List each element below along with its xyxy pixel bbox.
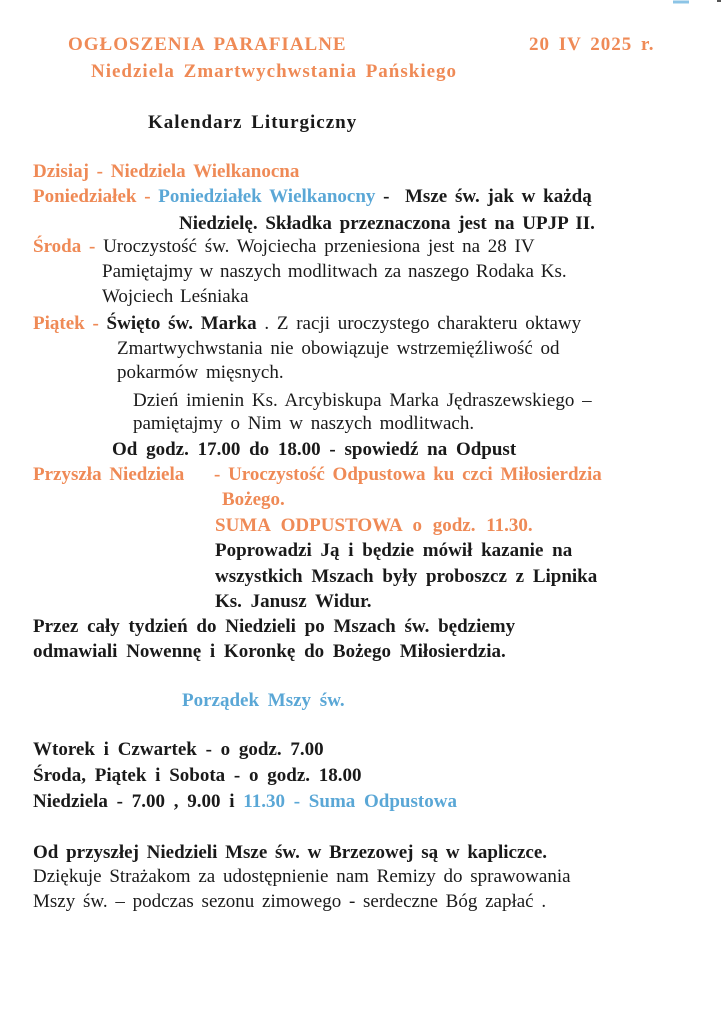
schedule-heading: Porządek Mszy św. (182, 690, 345, 711)
footer-line2: Dziękuje Strażakom za udostępnienie nam Remizy do sprawowania (33, 866, 571, 887)
corner-scan-mark (667, 0, 727, 8)
monday-feast: Poniedziałek Wielkanocny (158, 186, 376, 207)
schedule-row-weekday: Wtorek i Czwartek - o godz. 7.00 (33, 739, 324, 760)
footer-line1: Od przyszłej Niedzieli Msze św. w Brzezowej są w kapliczce. (33, 842, 548, 863)
page-title: OGŁOSZENIA PARAFIALNE (68, 34, 347, 55)
friday-text2: Zmartwychwstania nie obowiązuje wstrzemięźliwość od (117, 338, 560, 359)
friday-line (33, 313, 581, 335)
sunday-suma: 11.30 - Suma Odpustowa (243, 791, 457, 812)
next-sunday-feast1: - Uroczystość Odpustowa ku czci Miłosierdzia (214, 464, 602, 485)
wednesday-day: Środa - (33, 236, 96, 257)
wednesday-text1: Uroczystość św. Wojciecha przeniesiona jest na 28 IV (103, 236, 535, 257)
footer-line3: Mszy św. – podczas sezonu zimowego - serdeczne Bóg zapłać . (33, 891, 547, 912)
monday-line (33, 186, 592, 208)
wednesday-text2: Pamiętajmy w naszych modlitwach za naszego Rodaka Ks. (102, 261, 567, 282)
suma-line: SUMA ODPUSTOWA o godz. 11.30. (215, 515, 533, 536)
friday-text1: . Z racji uroczystego charakteru oktawy (264, 313, 582, 334)
monday-text1: Msze św. jak w każdą (405, 186, 592, 207)
wednesday-text3: Wojciech Leśniaka (102, 286, 249, 307)
novena-line1: Przez cały tydzień do Niedzieli po Mszach św. będziemy (33, 616, 516, 637)
schedule-row-evening: Środa, Piątek i Sobota - o godz. 18.00 (33, 765, 362, 786)
schedule-row-sunday (33, 791, 457, 813)
monday-day: Poniedziałek - (33, 186, 151, 207)
friday-text3: pokarmów mięsnych. (117, 362, 284, 383)
friday-feast: Święto św. Marka (106, 313, 257, 334)
confession-line: Od godz. 17.00 do 18.00 - spowiedź na Odpust (112, 439, 517, 460)
announcement-date: 20 IV 2025 r. (529, 34, 655, 55)
today-line: Dzisiaj - Niedziela Wielkanocna (33, 161, 300, 182)
friday-day: Piątek - (33, 313, 99, 334)
next-sunday-text2: wszystkich Mszach były proboszcz z Lipnika (215, 566, 598, 587)
monday-sep: - (383, 186, 390, 207)
calendar-heading: Kalendarz Liturgiczny (148, 112, 358, 133)
friday-text5: pamiętajmy o Nim w naszych modlitwach. (133, 413, 475, 434)
next-sunday-feast2: Bożego. (222, 489, 285, 510)
next-sunday-day: Przyszła Niedziela (33, 464, 185, 485)
next-sunday-text3: Ks. Janusz Widur. (215, 591, 372, 612)
friday-text4: Dzień imienin Ks. Arcybiskupa Marka Jędraszewskiego – (133, 390, 592, 411)
page-subtitle: Niedziela Zmartwychwstania Pańskiego (91, 61, 458, 82)
next-sunday-text1: Poprowadzi Ją i będzie mówił kazanie na (215, 540, 573, 561)
sunday-times: Niedziela - 7.00 , 9.00 i (33, 791, 235, 812)
monday-text2: Niedzielę. Składka przeznaczona jest na UPJP II. (179, 213, 595, 234)
wednesday-line (33, 236, 535, 258)
novena-line2: odmawiali Nowennę i Koronkę do Bożego Miłosierdzia. (33, 641, 506, 662)
